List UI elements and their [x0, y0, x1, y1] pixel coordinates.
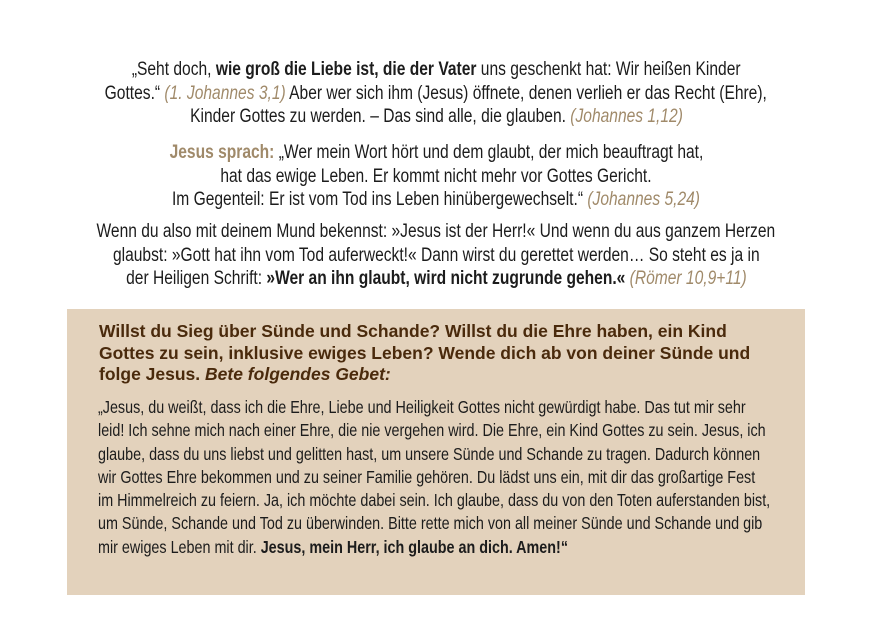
scripture-reference: (Römer 10,9+11): [624, 268, 747, 289]
prayer-instruction: Bete folgendes Gebet:: [205, 364, 391, 384]
heading-line: Gottes zu sein, inklusive ewiges Leben? Wende dich ab von deiner Sünde und: [99, 342, 751, 363]
verse-line: [0, 165, 872, 189]
verse-block-3: [0, 220, 872, 291]
text: „Wer mein Wort hört und dem glaubt, der mich beauftragt hat,: [273, 142, 703, 163]
verse-line: [0, 105, 872, 129]
text: glaube, dass du uns liebst und gelitten hast, um unsere Sünde und Schande zu tragen. Dadurch können: [98, 443, 761, 464]
text: Wenn du also mit deinem Mund bekennst: »Jesus ist der Herr!« Und wenn du aus ganzem Herzen: [96, 221, 776, 242]
prayer-line: [98, 466, 818, 489]
text: im Himmelreich zu feiern. Ja, ich möchte dabei sein. Ich glaube, dass du von den Toten auferstanden bist,: [98, 490, 771, 511]
text: folge Jesus.: [99, 364, 206, 384]
verse-line: [0, 220, 872, 244]
text: uns geschenkt hat: Wir heißen Kinder: [476, 59, 741, 80]
emphasis-text: wie groß die Liebe ist, die der Vater: [215, 59, 477, 80]
text: hat das ewige Leben. Er kommt nicht mehr vor Gottes Gericht.: [220, 165, 652, 187]
text: mir ewiges Leben mit dir.: [98, 536, 261, 557]
speaker-label: Jesus sprach:: [169, 142, 274, 163]
prayer-line: [98, 396, 818, 419]
prayer-line: [98, 512, 818, 535]
text: leid! Ich sehne mich nach einer Ehre, die nie vergehen wird. Die Ehre, ein Kind Gottes zu sein. Jesus, ich: [98, 420, 766, 441]
text: glaubst: »Gott hat ihn vom Tod auferweckt!« Dann wirst du gerettet werden… So steht es ja in: [112, 244, 760, 266]
text: Kinder Gottes zu werden. – Das sind alle, die glauben.: [189, 106, 570, 127]
verse-line: [0, 267, 872, 291]
prayer-box: [67, 309, 805, 595]
prayer-line: [98, 489, 818, 512]
verse-block-2: [0, 141, 872, 212]
prayer-line: [98, 536, 818, 559]
scripture-reference: (1. Johannes 3,1): [164, 82, 286, 104]
verse-block-1: [0, 58, 872, 129]
heading-line: Willst du Sieg über Sünde und Schande? Willst du die Ehre haben, ein Kind: [99, 321, 727, 341]
verse-line: [0, 82, 872, 106]
prayer-line: [98, 443, 818, 466]
verse-line: [0, 244, 872, 268]
text: Im Gegenteil: Er ist vom Tod ins Leben hinübergewechselt.“: [171, 189, 588, 210]
emphasis-text: »Wer an ihn glaubt, wird nicht zugrunde gehen.«: [265, 268, 625, 289]
prayer-text: [98, 396, 818, 559]
heading-line: [99, 364, 789, 386]
verse-line: [0, 141, 872, 165]
text: der Heiligen Schrift:: [125, 268, 266, 289]
prayer-box-heading: [99, 321, 789, 386]
prayer-line: [98, 419, 818, 442]
text: Aber wer sich ihm (Jesus) öffnete, denen verlieh er das Recht (Ehre),: [285, 82, 768, 104]
text: wir Gottes Ehre bekommen und zu seiner Familie gehören. Du lädst uns ein, mit dir das großartige Fest: [98, 466, 756, 487]
scripture-reference: (Johannes 1,12): [569, 106, 683, 127]
text: „Jesus, du weißt, dass ich die Ehre, Liebe und Heiligkeit Gottes nicht gewürdigt habe. Das tut mir sehr: [98, 397, 746, 417]
text: um Sünde, Schande und Tod zu überwinden. Bitte rette mich von all meiner Sünde und Schande und gib: [98, 513, 763, 534]
verse-line: [0, 58, 872, 82]
verse-line: [0, 188, 872, 212]
text: Gottes.“: [104, 82, 165, 104]
scripture-reference: (Johannes 5,24): [587, 189, 701, 210]
text: „Seht doch,: [131, 59, 216, 80]
emphasis-text: Jesus, mein Herr, ich glaube an dich. Amen!“: [260, 536, 569, 557]
